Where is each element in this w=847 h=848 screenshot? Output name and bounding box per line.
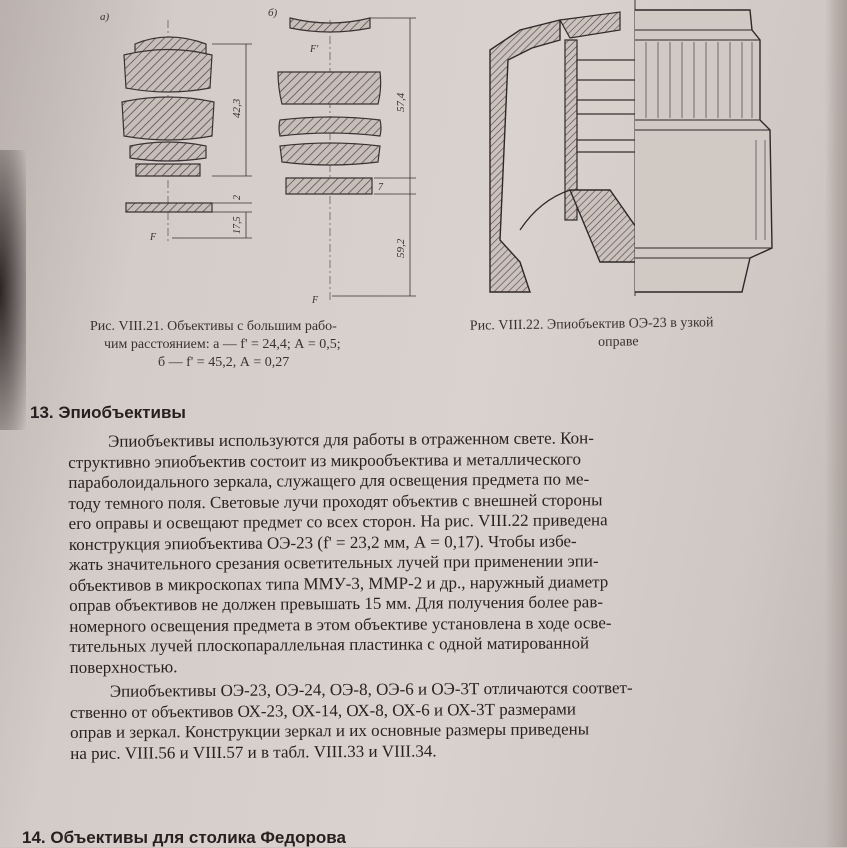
paragraph-line: ственно от объективов ОХ-23, ОХ-14, ОХ-8, ОХ-6 и ОХ-3Т размерами bbox=[69, 698, 577, 722]
section-14-heading: 14. Объективы для столика Федорова bbox=[22, 828, 346, 847]
lens-b2 bbox=[278, 72, 381, 104]
plate-a bbox=[126, 203, 212, 212]
lens-a3 bbox=[122, 97, 214, 140]
dim-b-small: 7 bbox=[378, 182, 383, 193]
paragraph-line: объективов в микроскопах типа ММУ-3, ММР-2 и др., наружный диаметр bbox=[69, 571, 609, 595]
caption-line: Рис. VIII.21. Объективы с большим рабо- bbox=[90, 319, 337, 334]
paragraph-line: его оправы и освещают предмет со всех сторон. На рис. VIII.22 приведена bbox=[68, 510, 608, 533]
figure-21-lens-diagram bbox=[100, 0, 430, 315]
figure-22-caption bbox=[470, 314, 714, 353]
paragraph-line: оправ и зеркал. Конструкции зеркал и их основные размеры приведены bbox=[70, 719, 590, 742]
dim-b-height: 57,4 bbox=[395, 92, 407, 112]
lens-a4 bbox=[130, 142, 206, 161]
figure-21-caption bbox=[90, 318, 341, 372]
paragraph-line: Эпиобъективы ОЭ-23, ОЭ-24, ОЭ-8, ОЭ-6 и ОЭ-3Т отличаются соответ- bbox=[109, 678, 633, 701]
plate-b bbox=[286, 178, 372, 194]
dim-a-small: 2 bbox=[232, 195, 243, 200]
lens-a5 bbox=[136, 164, 200, 176]
paragraph-line: конструкция эпиобъектива ОЭ-23 (f' = 23,2 мм, А = 0,17). Чтобы избе- bbox=[68, 530, 577, 554]
caption-line: оправе bbox=[598, 334, 639, 350]
caption-line: Рис. VIII.22. Эпиобъектив ОЭ-23 в узкой bbox=[469, 315, 714, 334]
panel-a-label: а) bbox=[100, 11, 110, 23]
paragraph-line: тительных лучей плоскопараллельная пластинка с одной матированной bbox=[69, 633, 590, 656]
focus-a-label: F bbox=[150, 232, 157, 243]
dim-a-working: 17,5 bbox=[232, 216, 243, 234]
focus-b-label: F bbox=[312, 295, 319, 306]
housing-exterior bbox=[635, 10, 772, 292]
binding-shadow bbox=[0, 150, 26, 430]
caption-line: б — f' = 45,2, А = 0,27 bbox=[158, 355, 290, 370]
page-edge bbox=[825, 0, 847, 847]
lens-b3 bbox=[279, 117, 381, 136]
paragraph-line: параболоидального зеркала, служащего для освещения предмета по ме- bbox=[68, 469, 590, 492]
paragraph-line: поверхностью. bbox=[69, 656, 178, 677]
top-ring-section bbox=[560, 12, 620, 38]
figure-22-epi-objective-drawing bbox=[460, 0, 800, 300]
panel-b-label: б) bbox=[268, 7, 278, 19]
lens-b4 bbox=[280, 143, 380, 165]
paragraph-line: структивно эпиобъектив состоит из микрообъектива и металлического bbox=[68, 448, 582, 472]
focus-b-top: F' bbox=[310, 44, 319, 55]
caption-line: чим расстоянием: а — f' = 24,4; А = 0,5; bbox=[104, 337, 341, 352]
paragraph-line: тоду темного поля. Световые лучи проходят объектив с внешней стороны bbox=[68, 489, 603, 513]
paragraph-line: на рис. VIII.56 и VIII.57 и в табл. VIII.33 и VIII.34. bbox=[70, 740, 437, 763]
paragraph-line: Эпиобъективы используются для работы в отраженном свете. Кон- bbox=[107, 428, 594, 451]
section-13-body bbox=[68, 427, 810, 764]
paragraph-line: жать значительного срезания осветительных лучей при применении эпи- bbox=[68, 551, 599, 574]
dim-a-height: 42,3 bbox=[231, 98, 243, 118]
dim-b-working: 59,2 bbox=[395, 238, 407, 258]
paragraph-line: номерного освещения предмета в этом объективе установлена в ходе осве- bbox=[69, 612, 612, 636]
lens-a2 bbox=[124, 50, 212, 93]
mirror-curve bbox=[520, 190, 570, 230]
paragraph-line: оправ объективов не должен превышать 15 мм. Для получения более рав- bbox=[69, 592, 604, 615]
housing-section bbox=[490, 20, 560, 292]
parabolic-mirror-section bbox=[570, 190, 640, 262]
section-13-heading: 13. Эпиобъективы bbox=[30, 403, 186, 422]
